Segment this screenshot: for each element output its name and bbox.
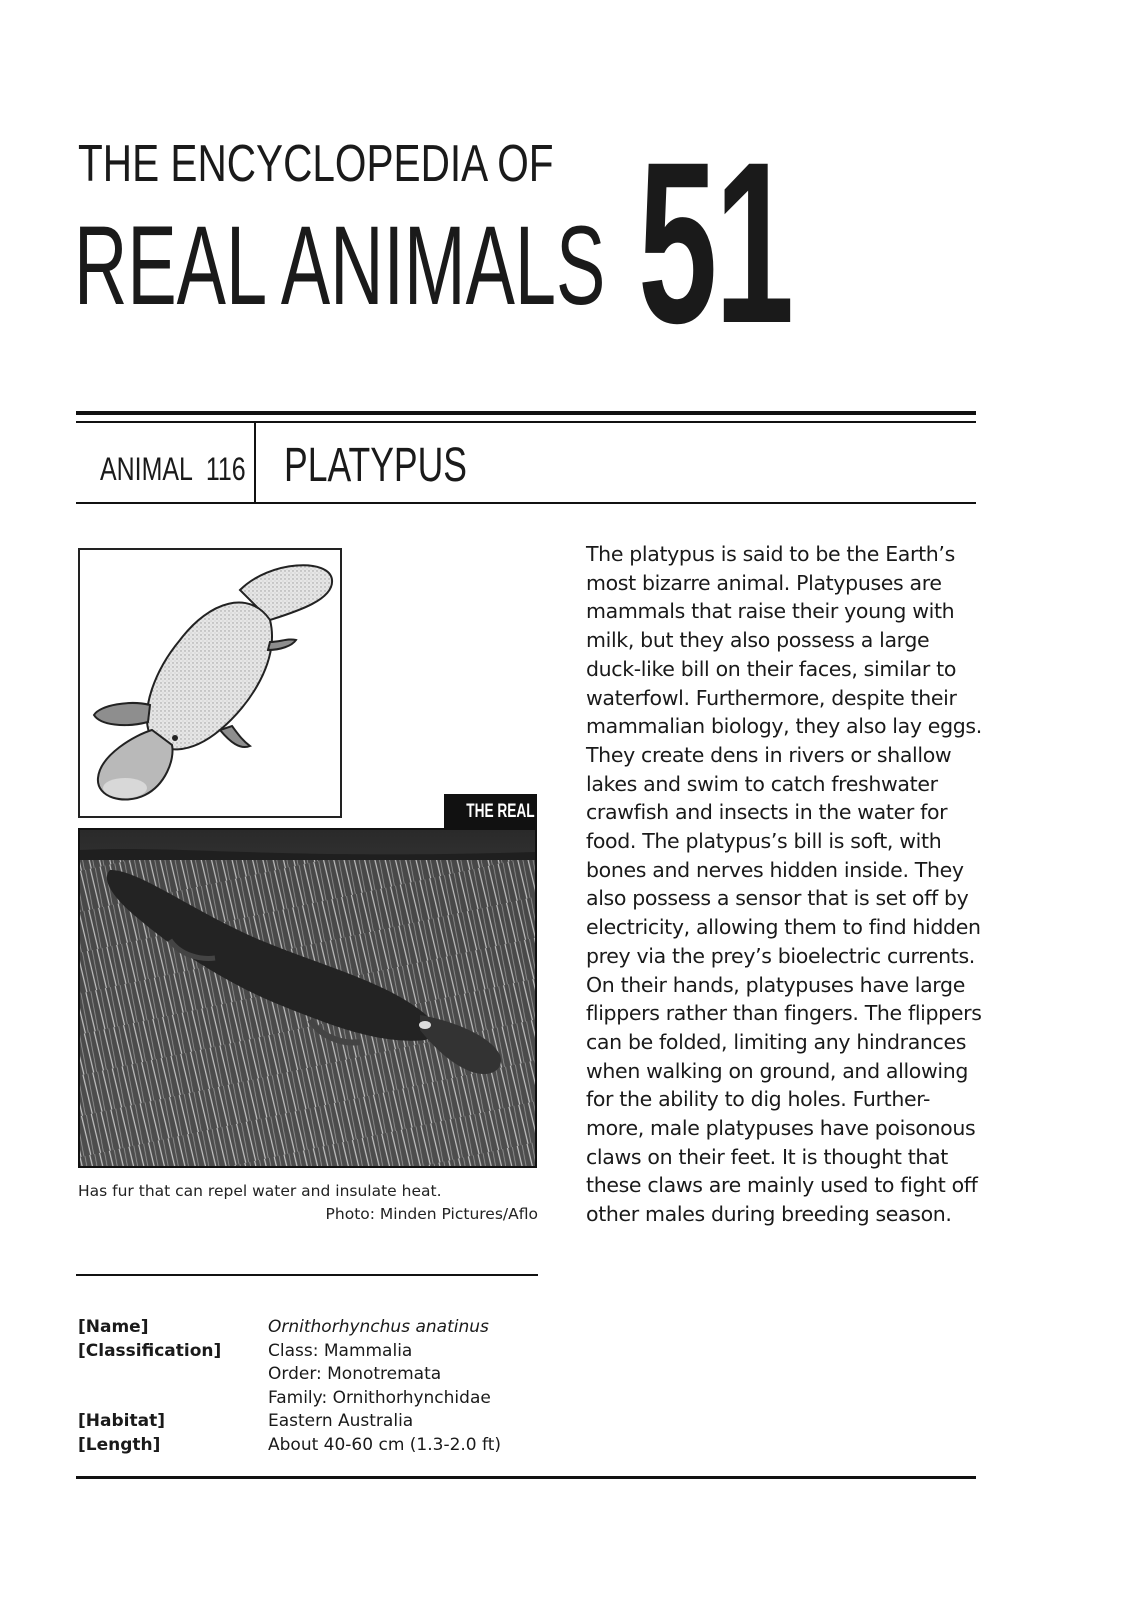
description-line: lakes and swim to catch freshwater xyxy=(586,771,938,796)
platypus-drawing-icon xyxy=(80,550,340,816)
underwater-platypus-photo-icon xyxy=(80,830,535,1166)
description-line: bones and nerves hidden inside. They xyxy=(586,857,964,882)
description-line: The platypus is said to be the Earth’s xyxy=(586,542,955,566)
photo-tag: THE REAL THING xyxy=(444,794,537,830)
description-line: for the ability to dig holes. Further- xyxy=(586,1087,931,1112)
volume-number: 51 xyxy=(638,114,792,371)
series-title-line2: REAL ANIMALS xyxy=(74,203,606,328)
facts-rule-top xyxy=(76,1274,538,1276)
series-title-line1: THE ENCYCLOPEDIA OF xyxy=(78,135,554,193)
animal-number: ANIMAL 116 xyxy=(100,451,246,487)
description-line: On their hands, platypuses have large xyxy=(586,972,965,997)
fact-row-length xyxy=(78,1434,501,1458)
footer-rule xyxy=(76,1476,976,1479)
description-line: prey via the prey’s bioelectric currents. xyxy=(586,943,975,968)
description-line: waterfowl. Furthermore, despite their xyxy=(586,685,957,710)
description-line: when walking on ground, and allowing xyxy=(586,1058,969,1083)
animal-name: PLATYPUS xyxy=(284,439,467,492)
header-rule-top-thin xyxy=(76,421,976,423)
description-line: claws on their feet. It is thought that xyxy=(586,1144,948,1169)
fact-label: [Habitat] xyxy=(78,1411,165,1431)
facts-table xyxy=(78,1316,501,1457)
fact-value: Family: Ornithorhynchidae xyxy=(268,1387,491,1408)
description-line: most bizarre animal. Platypuses are xyxy=(586,570,942,595)
fact-value: Class: Mammalia xyxy=(268,1340,413,1361)
fact-row-habitat xyxy=(78,1410,501,1434)
description-line: electricity, allowing them to find hidden xyxy=(586,915,981,940)
description-line: other males during breeding season. xyxy=(586,1202,952,1227)
fact-row-classification xyxy=(78,1340,501,1364)
fact-label: [Classification] xyxy=(78,1340,222,1361)
header-divider xyxy=(254,421,256,503)
fact-row-family xyxy=(78,1387,501,1411)
fact-value: Eastern Australia xyxy=(268,1411,414,1431)
fact-value: About 40-60 cm (1.3-2.0 ft) xyxy=(268,1434,502,1455)
description-line: also possess a sensor that is set off by xyxy=(586,886,969,911)
photo-caption: Has fur that can repel water and insulate heat. xyxy=(78,1182,442,1200)
header-rule-bottom xyxy=(76,502,976,504)
photo-credit: Photo: Minden Pictures/Aflo xyxy=(325,1205,538,1223)
description-line: duck-like bill on their faces, similar to xyxy=(586,656,957,681)
description-text xyxy=(586,540,986,1229)
fact-label: [Length] xyxy=(78,1434,161,1455)
description-line: more, male platypuses have poisonous xyxy=(586,1116,976,1141)
photo-caption-block xyxy=(78,1180,538,1226)
description-line: milk, but they also possess a large xyxy=(586,628,930,653)
fact-row-order xyxy=(78,1363,501,1387)
description-line: can be folded, limiting any hindrances xyxy=(586,1029,967,1054)
description-line: mammals that raise their young with xyxy=(586,599,955,624)
fact-row-name xyxy=(78,1316,501,1340)
description-line: They create dens in rivers or shallow xyxy=(586,742,952,767)
description-line: crawfish and insects in the water for xyxy=(586,800,948,825)
description-line: these claws are mainly used to fight off xyxy=(586,1173,978,1198)
platypus-illustration xyxy=(78,548,342,818)
fact-value: Order: Monotremata xyxy=(268,1364,442,1384)
platypus-photo xyxy=(78,828,537,1168)
fact-label: [Name] xyxy=(78,1317,149,1337)
description-line: mammalian biology, they also lay eggs. xyxy=(586,714,982,739)
header-rule-top-thick xyxy=(76,411,976,415)
description-line: food. The platypus’s bill is soft, with xyxy=(586,829,942,854)
fact-value: Ornithorhynchus anatinus xyxy=(268,1317,489,1337)
description-line: flippers rather than fingers. The flippers xyxy=(586,1001,982,1026)
